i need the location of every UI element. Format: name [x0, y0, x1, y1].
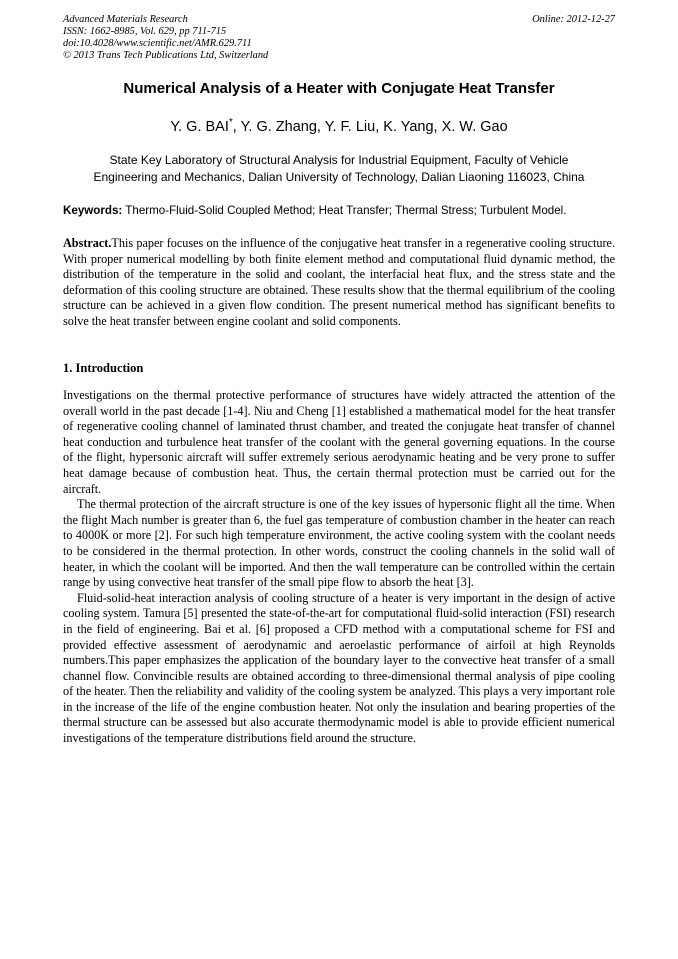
- paper-title: Numerical Analysis of a Heater with Conjugate Heat Transfer: [123, 80, 555, 97]
- journal-issn: ISSN: 1662-8985, Vol. 629, pp 711-715: [63, 26, 227, 37]
- journal-doi[interactable]: doi:10.4028/www.scientific.net/AMR.629.711: [63, 38, 252, 49]
- paragraph: Fluid-solid-heat interaction analysis of cooling structure of a heater is very important in the design of active cooling system. Tamura [5] presented the state-of-the-art for computational fluid-solid interaction (FSI) research in the field of engineering. Bai et al. [6] proposed a CFD method with a computational scheme for FSI and provided effective assessment of aerodynamic and aeroelastic performance of airfoil at high Reynolds numbers.This paper emphasizes the application of the boundary layer to the convective heat transfer of a small channel flow. Convincible results are obtained according to three-dimensional thermal analysis of pipe cooling of the heater. Then the reliability and validity of the cooling system be analyzed. This plays a very important role in the increase of the life of the engine combustion heater. Not only the insulation and bearing properties of the thermal structure can be assessed but also accurate thermodynamic model is able to provide efficient numerical investigations of the temperature distributions field around the structure.: [63, 590, 615, 746]
- copyright-notice: © 2013 Trans Tech Publications Ltd, Switzerland: [63, 50, 269, 61]
- paragraph: The thermal protection of the aircraft structure is one of the key issues of hypersonic flight all the time. When the flight Mach number is greater than 6, the fuel gas temperature of combustion chamber in the heater can reach to 4000K or more [2]. For such high temperature environment, the active cooling system with the coolant needs to be considered in the thermal protection. In other words, construct the cooling channels in the solid wall of heater, in which the coolant will be imported. And then the wall temperature can be controlled within the certain range by using convective heat transfer of the small pipe flow to absorb the heat [3].: [63, 497, 615, 590]
- keywords: [63, 204, 615, 217]
- paragraph: Investigations on the thermal protective performance of structures have widely attracted the attention of the overall world in the past decade [1-4]. Niu and Cheng [1] established a mathematical model for the heat transfer of regenerative cooling channel of laminated thrust chamber, and treated the conjugate heat transfer of channel heat conduction and turbulence heat transfer of the coolant with the general governing equations. In the course of the flight, hypersonic aircraft will suffer extremely serious aerodynamic heating and be very prone to suffer heat damage because of combustion heat. Thus, the certain thermal protection must be carried out for the aircraft.: [63, 388, 615, 496]
- affiliation-line: State Key Laboratory of Structural Analysis for Industrial Equipment, Faculty of Vehicle: [109, 153, 569, 167]
- abstract: [63, 236, 615, 330]
- keywords-text: Thermo-Fluid-Solid Coupled Method; Heat Transfer; Thermal Stress; Turbulent Model.: [122, 204, 567, 217]
- online-date: Online: 2012-12-27: [532, 14, 615, 25]
- co-authors: , Y. G. Zhang, Y. F. Liu, K. Yang, X. W. Gao: [232, 118, 508, 135]
- affiliation: [63, 152, 615, 186]
- journal-name: Advanced Materials Research: [63, 14, 188, 25]
- author-list: [0, 117, 678, 135]
- abstract-text: This paper focuses on the influence of the conjugative heat transfer in a regenerative cooling structure. With proper numerical modelling by both finite element method and computational fluid dynamic method, the distribution of the temperature in the solid and coolant, the interfacial heat flux, and the stress state and the deformation of this cooling structure are obtained. These results show that the thermal equilibrium of the cooling structure can be achieved in a given flow condition. The present numerical method has significant benefits to solve the heat transfer between engine coolant and solid components.: [63, 236, 615, 328]
- introduction-body: [63, 388, 615, 747]
- journal-header: [63, 14, 615, 62]
- affiliation-line: Engineering and Mechanics, Dalian University of Technology, Dalian Liaoning 116023, China: [93, 170, 585, 184]
- corresponding-author-mark: *: [228, 117, 233, 128]
- corresponding-author: Y. G. BAI: [170, 118, 229, 135]
- keywords-label: Keywords:: [63, 204, 123, 217]
- abstract-label: Abstract.: [63, 236, 112, 250]
- section-heading: 1. Introduction: [63, 361, 144, 375]
